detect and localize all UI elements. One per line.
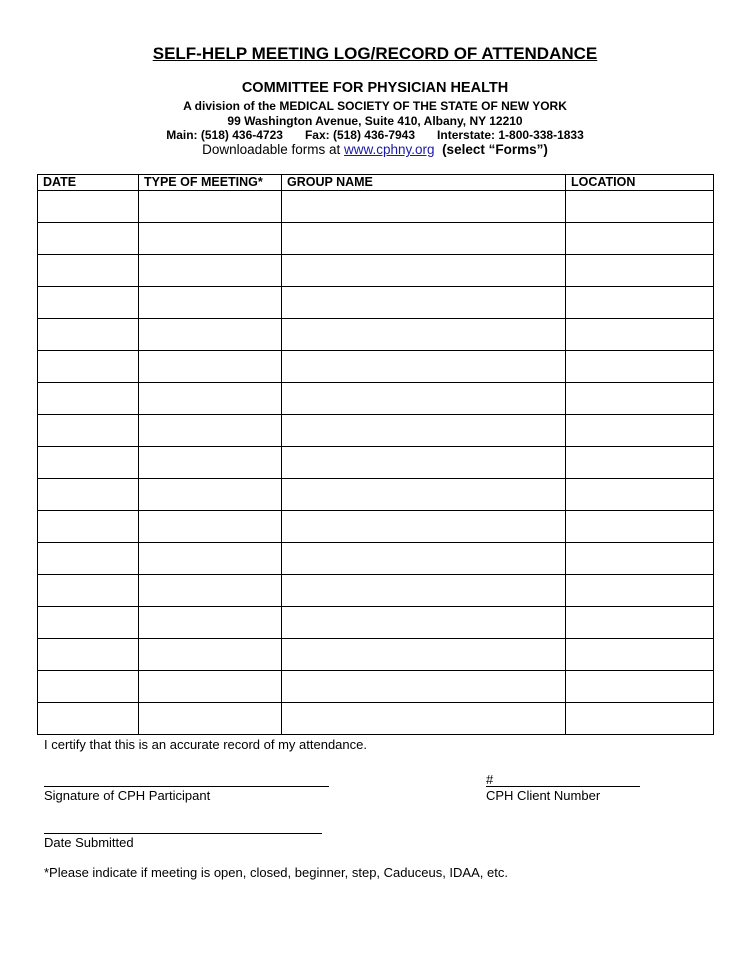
- table-row: [38, 319, 714, 351]
- meeting-type-note: *Please indicate if meeting is open, closed, beginner, step, Caduceus, IDAA, etc.: [44, 865, 508, 880]
- table-row: [38, 703, 714, 735]
- table-row: [38, 383, 714, 415]
- cell-location[interactable]: [566, 575, 714, 607]
- cell-type[interactable]: [139, 671, 282, 703]
- table-row: [38, 607, 714, 639]
- cell-group[interactable]: [282, 671, 566, 703]
- cell-group[interactable]: [282, 351, 566, 383]
- cell-group[interactable]: [282, 607, 566, 639]
- cell-date[interactable]: [38, 607, 139, 639]
- cell-type[interactable]: [139, 575, 282, 607]
- column-header-date: DATE: [38, 175, 139, 191]
- cell-location[interactable]: [566, 639, 714, 671]
- cell-group[interactable]: [282, 255, 566, 287]
- cell-date[interactable]: [38, 639, 139, 671]
- downloads-suffix: (select “Forms”): [442, 142, 548, 157]
- cell-group[interactable]: [282, 639, 566, 671]
- cell-type[interactable]: [139, 191, 282, 223]
- table-row: [38, 511, 714, 543]
- client-number-label: CPH Client Number: [486, 788, 601, 803]
- phone-fax: Fax: (518) 436-7943: [304, 128, 416, 142]
- cell-location[interactable]: [566, 287, 714, 319]
- cell-type[interactable]: [139, 383, 282, 415]
- cell-type[interactable]: [139, 703, 282, 735]
- cell-date[interactable]: [38, 287, 139, 319]
- table-row: [38, 479, 714, 511]
- cell-date[interactable]: [38, 447, 139, 479]
- cell-type[interactable]: [139, 415, 282, 447]
- address-line: 99 Washington Avenue, Suite 410, Albany, NY 12210: [227, 114, 523, 128]
- cell-group[interactable]: [282, 575, 566, 607]
- table-header-row: [38, 175, 714, 191]
- table-row: [38, 639, 714, 671]
- cell-date[interactable]: [38, 671, 139, 703]
- client-number-hash: #: [486, 772, 494, 787]
- cell-location[interactable]: [566, 607, 714, 639]
- downloads-line: [0, 142, 750, 157]
- table-row: [38, 575, 714, 607]
- cell-date[interactable]: [38, 319, 139, 351]
- cell-date[interactable]: [38, 703, 139, 735]
- cell-date[interactable]: [38, 383, 139, 415]
- phone-line: [0, 128, 750, 142]
- cell-location[interactable]: [566, 671, 714, 703]
- cell-type[interactable]: [139, 543, 282, 575]
- website-link[interactable]: www.cphny.org: [344, 142, 435, 157]
- cell-group[interactable]: [282, 287, 566, 319]
- table-row: [38, 287, 714, 319]
- cell-type[interactable]: [139, 319, 282, 351]
- cell-location[interactable]: [566, 191, 714, 223]
- cell-location[interactable]: [566, 447, 714, 479]
- cell-type[interactable]: [139, 479, 282, 511]
- signature-line[interactable]: [44, 786, 329, 787]
- cell-group[interactable]: [282, 415, 566, 447]
- cell-type[interactable]: [139, 511, 282, 543]
- cell-date[interactable]: [38, 479, 139, 511]
- cell-group[interactable]: [282, 223, 566, 255]
- cell-group[interactable]: [282, 543, 566, 575]
- client-number-line[interactable]: [486, 786, 640, 787]
- cell-type[interactable]: [139, 223, 282, 255]
- cell-date[interactable]: [38, 415, 139, 447]
- cell-location[interactable]: [566, 415, 714, 447]
- date-submitted-line[interactable]: [44, 833, 322, 834]
- table-row: [38, 671, 714, 703]
- signature-label: Signature of CPH Participant: [44, 788, 211, 803]
- cell-type[interactable]: [139, 447, 282, 479]
- cell-location[interactable]: [566, 223, 714, 255]
- table-row: [38, 191, 714, 223]
- column-header-group: GROUP NAME: [282, 175, 566, 191]
- column-header-location: LOCATION: [566, 175, 714, 191]
- cell-date[interactable]: [38, 543, 139, 575]
- cell-date[interactable]: [38, 575, 139, 607]
- phone-main: Main: (518) 436-4723: [166, 128, 283, 142]
- cell-location[interactable]: [566, 383, 714, 415]
- certify-statement: I certify that this is an accurate record of my attendance.: [44, 737, 367, 752]
- cell-location[interactable]: [566, 319, 714, 351]
- cell-group[interactable]: [282, 511, 566, 543]
- cell-group[interactable]: [282, 383, 566, 415]
- table-row: [38, 447, 714, 479]
- cell-location[interactable]: [566, 255, 714, 287]
- cell-date[interactable]: [38, 255, 139, 287]
- cell-group[interactable]: [282, 191, 566, 223]
- cell-group[interactable]: [282, 447, 566, 479]
- cell-group[interactable]: [282, 479, 566, 511]
- date-submitted-label: Date Submitted: [44, 835, 134, 850]
- cell-type[interactable]: [139, 639, 282, 671]
- cell-location[interactable]: [566, 703, 714, 735]
- cell-date[interactable]: [38, 223, 139, 255]
- cell-location[interactable]: [566, 479, 714, 511]
- table-row: [38, 255, 714, 287]
- attendance-table: [37, 174, 714, 735]
- phone-interstate: Interstate: 1-800-338-1833: [437, 128, 584, 142]
- table-row: [38, 543, 714, 575]
- table-row: [38, 223, 714, 255]
- organization-name: COMMITTEE FOR PHYSICIAN HEALTH: [241, 80, 509, 96]
- cell-type[interactable]: [139, 287, 282, 319]
- cell-group[interactable]: [282, 319, 566, 351]
- cell-date[interactable]: [38, 191, 139, 223]
- cell-date[interactable]: [38, 511, 139, 543]
- cell-type[interactable]: [139, 255, 282, 287]
- cell-group[interactable]: [282, 703, 566, 735]
- table-row: [38, 351, 714, 383]
- column-header-type: TYPE OF MEETING*: [139, 175, 282, 191]
- table-body: [38, 191, 714, 735]
- cell-location[interactable]: [566, 351, 714, 383]
- cell-type[interactable]: [139, 607, 282, 639]
- cell-date[interactable]: [38, 351, 139, 383]
- downloads-prefix: Downloadable forms at: [202, 142, 341, 157]
- cell-location[interactable]: [566, 543, 714, 575]
- cell-location[interactable]: [566, 511, 714, 543]
- table-row: [38, 415, 714, 447]
- division-line: A division of the MEDICAL SOCIETY OF THE STATE OF NEW YORK: [183, 99, 567, 113]
- form-title: SELF-HELP MEETING LOG/RECORD OF ATTENDANCE: [152, 44, 598, 63]
- cell-type[interactable]: [139, 351, 282, 383]
